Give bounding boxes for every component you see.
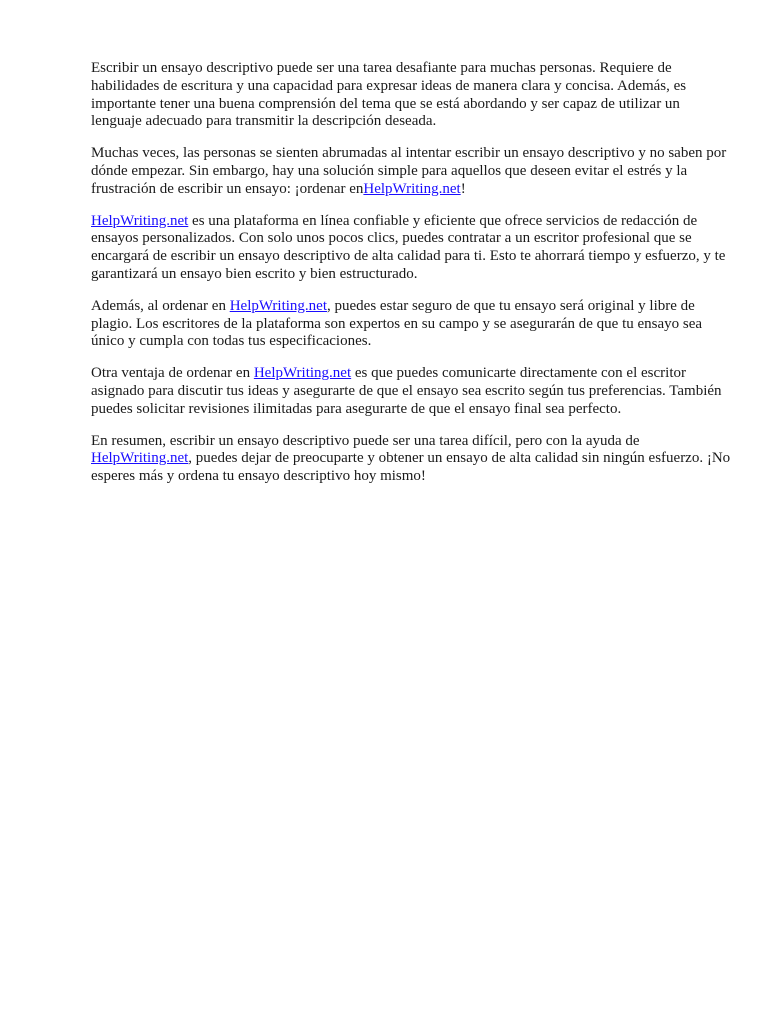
paragraph-text: !	[460, 180, 466, 197]
paragraph-text: , puedes estar seguro de que tu ensayo será original y libre de plagio. Los escritores de la plataforma son expertos en su campo y se asegurarán de que tu ensayo sea único y cumpla con todas tus especificaciones.	[91, 297, 703, 350]
document-page	[91, 60, 731, 500]
paragraph-solution	[91, 145, 731, 198]
paragraph-text: es una plataforma en línea confiable y eficiente que ofrece servicios de redacción de ensayos personalizados. Con solo unos pocos clics, puedes contratar a un escritor profesional que se encargará de escribir un ensayo descriptivo de alta calidad para ti. Esto te ahorrará tiempo y esfuerzo, y te garantizará un ensayo bien escrito y bien estructurado.	[91, 212, 726, 282]
paragraph-intro	[91, 60, 731, 131]
helpwriting-link[interactable]: HelpWriting.net	[91, 212, 189, 229]
helpwriting-link[interactable]: HelpWriting.net	[91, 450, 189, 467]
paragraph-text: Otra ventaja de ordenar en	[91, 365, 254, 382]
paragraph-originality	[91, 298, 731, 351]
paragraph-communication	[91, 365, 731, 418]
paragraph-summary	[91, 433, 731, 486]
paragraph-platform	[91, 213, 731, 284]
paragraph-text: Muchas veces, las personas se sienten abrumadas al intentar escribir un ensayo descriptivo y no saben por dónde empezar. Sin embargo, hay una solución simple para aquellos que deseen evitar el estrés y la frustración de escribir un ensayo: ¡ordenar en	[91, 145, 727, 197]
helpwriting-link[interactable]: HelpWriting.net	[229, 297, 327, 314]
paragraph-text: Además, al ordenar en	[91, 297, 230, 314]
paragraph-text: En resumen, escribir un ensayo descriptivo puede ser una tarea difícil, pero con la ayuda de	[91, 432, 640, 449]
helpwriting-link[interactable]: HelpWriting.net	[253, 365, 352, 382]
helpwriting-link[interactable]: HelpWriting.net	[363, 180, 461, 197]
paragraph-text: , puedes dejar de preocuparte y obtener un ensayo de alta calidad sin ningún esfuerzo. ¡No esperes más y ordena tu ensayo descriptivo hoy mismo!	[91, 450, 731, 485]
paragraph-text: es que puedes comunicarte directamente con el escritor asignado para discutir tus ideas y asegurarte de que el ensayo sea escrito según tus preferencias. También puedes solicitar revisiones ilimitadas para asegurarte de que el ensayo final sea perfecto.	[91, 365, 722, 417]
paragraph-text: Escribir un ensayo descriptivo puede ser una tarea desafiante para muchas personas. Requiere de habilidades de escritura y una capacidad para expresar ideas de manera clara y concisa. Además, es importante tener una buena comprensión del tema que se está abordando y ser capaz de utilizar un lenguaje adecuado para transmitir la descripción deseada.	[91, 60, 687, 130]
